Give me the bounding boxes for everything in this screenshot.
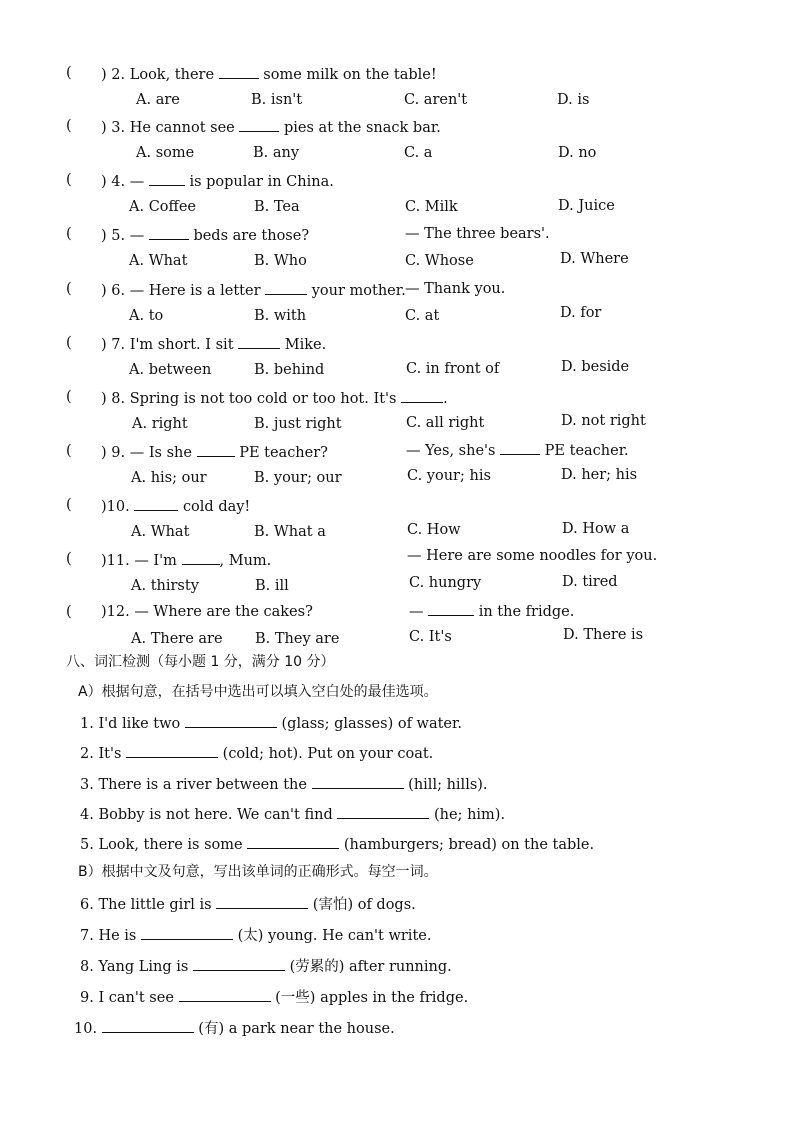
option-d: D. Where	[560, 251, 629, 267]
option-b: B. behind	[254, 362, 325, 378]
option-b: B. isn't	[251, 92, 303, 108]
option-b: B. Tea	[254, 199, 300, 215]
answer-blank[interactable]	[149, 225, 189, 240]
option-c: C. your; his	[407, 468, 491, 484]
question-stem: ) 7. I'm short. I sit Mike.	[101, 334, 326, 354]
option-b: B. just right	[254, 416, 342, 432]
option-d: D. beside	[561, 359, 630, 375]
option-c: C. It's	[409, 629, 452, 645]
question-stem: )11. — I'm , Mum.	[101, 550, 271, 570]
option-b: B. your; our	[254, 470, 342, 486]
option-d: D. There is	[563, 627, 644, 643]
option-a: A. between	[129, 362, 212, 378]
option-d: D. her; his	[561, 467, 638, 483]
answer-blank[interactable]	[134, 496, 178, 511]
question-stem: ) 9. — Is she PE teacher?	[101, 442, 328, 462]
section-heading: 八、词汇检测（每小题 1 分，满分 10 分）	[66, 654, 335, 670]
vocab-item-5: 5. Look, there is some (hamburgers; bread) on the table.	[80, 834, 594, 854]
option-b: B. Who	[254, 253, 307, 269]
option-d: D. no	[558, 145, 597, 161]
option-c: C. Whose	[405, 253, 474, 269]
answer-blank[interactable]	[102, 1018, 194, 1033]
option-c: C. all right	[406, 415, 485, 431]
question-stem: ) 3. He cannot see pies at the snack bar.	[101, 117, 441, 137]
question-reply: — Here are some noodles for you.	[407, 548, 658, 564]
answer-blank[interactable]	[216, 894, 308, 909]
question-reply: — Yes, she's PE teacher.	[406, 440, 629, 460]
vocab-item-8: 8. Yang Ling is (劳累的) after running.	[80, 956, 452, 976]
option-d: D. not right	[561, 413, 646, 429]
answer-paren[interactable]: (	[66, 281, 72, 297]
answer-blank[interactable]	[185, 713, 277, 728]
answer-paren[interactable]: (	[66, 551, 72, 567]
part-b-instruction: B）根据中文及句意，写出该单词的正确形式。每空一词。	[78, 864, 438, 880]
question-stem: ) 4. — is popular in China.	[101, 171, 334, 191]
question-stem: ) 2. Look, there some milk on the table!	[101, 64, 437, 84]
option-b: B. with	[254, 308, 307, 324]
answer-blank[interactable]	[182, 550, 220, 565]
option-a: A. right	[132, 416, 188, 432]
option-b: B. ill	[255, 578, 289, 594]
question-stem: )10. cold day!	[101, 496, 250, 516]
question-reply: — Thank you.	[405, 281, 506, 297]
option-d: D. How a	[562, 521, 630, 537]
answer-blank[interactable]	[238, 334, 280, 349]
question-reply: — in the fridge.	[409, 601, 574, 621]
answer-blank[interactable]	[312, 774, 404, 789]
answer-blank[interactable]	[149, 171, 185, 186]
option-c: C. a	[404, 145, 433, 161]
vocab-item-2: 2. It's (cold; hot). Put on your coat.	[80, 743, 433, 763]
option-b: B. They are	[255, 631, 340, 647]
option-a: A. There are	[131, 631, 223, 647]
option-a: A. What	[129, 253, 188, 269]
option-d: D. Juice	[558, 198, 615, 214]
question-stem: ) 8. Spring is not too cold or too hot. It's .	[101, 388, 448, 408]
option-d: D. for	[560, 305, 602, 321]
answer-blank[interactable]	[428, 601, 474, 616]
option-a: A. his; our	[131, 470, 207, 486]
option-c: C. Milk	[405, 199, 458, 215]
vocab-item-7: 7. He is (太) young. He can't write.	[80, 925, 431, 945]
question-reply: — The three bears'.	[405, 226, 550, 242]
option-b: B. What a	[254, 524, 326, 540]
answer-blank[interactable]	[247, 834, 339, 849]
option-a: A. thirsty	[131, 578, 199, 594]
vocab-item-3: 3. There is a river between the (hill; hills).	[80, 774, 488, 794]
option-d: D. tired	[562, 574, 618, 590]
answer-blank[interactable]	[193, 956, 285, 971]
answer-blank[interactable]	[219, 64, 259, 79]
answer-paren[interactable]: (	[66, 226, 72, 242]
answer-blank[interactable]	[126, 743, 218, 758]
answer-paren[interactable]: (	[66, 172, 72, 188]
option-c: C. in front of	[406, 361, 500, 377]
vocab-item-1: 1. I'd like two (glass; glasses) of water.	[80, 713, 462, 733]
answer-blank[interactable]	[197, 442, 235, 457]
option-a: A. Coffee	[129, 199, 196, 215]
answer-paren[interactable]: (	[66, 443, 72, 459]
vocab-item-9: 9. I can't see (一些) apples in the fridge.	[80, 987, 468, 1007]
answer-blank[interactable]	[265, 280, 307, 295]
option-c: C. at	[405, 308, 440, 324]
vocab-item-10: 10. (有) a park near the house.	[74, 1018, 395, 1038]
answer-blank[interactable]	[500, 440, 540, 455]
option-c: C. aren't	[404, 92, 468, 108]
answer-blank[interactable]	[141, 925, 233, 940]
answer-paren[interactable]: (	[66, 65, 72, 81]
question-stem: )12. — Where are the cakes?	[101, 604, 313, 620]
answer-blank[interactable]	[179, 987, 271, 1002]
answer-paren[interactable]: (	[66, 497, 72, 513]
question-stem: ) 5. — beds are those?	[101, 225, 309, 245]
answer-blank[interactable]	[337, 804, 429, 819]
answer-paren[interactable]: (	[66, 389, 72, 405]
question-stem: ) 6. — Here is a letter your mother.	[101, 280, 406, 300]
option-a: A. What	[131, 524, 190, 540]
option-a: A. to	[129, 308, 164, 324]
answer-blank[interactable]	[401, 388, 443, 403]
option-b: B. any	[253, 145, 300, 161]
option-d: D. is	[557, 92, 590, 108]
option-c: C. hungry	[409, 575, 482, 591]
option-a: A. some	[136, 145, 195, 161]
part-a-instruction: A）根据句意，在括号中选出可以填入空白处的最佳选项。	[78, 684, 438, 700]
option-a: A. are	[136, 92, 180, 108]
vocab-item-4: 4. Bobby is not here. We can't find (he; him).	[80, 804, 505, 824]
answer-paren[interactable]: (	[66, 335, 72, 351]
answer-paren[interactable]: (	[66, 118, 72, 134]
vocab-item-6: 6. The little girl is (害怕) of dogs.	[80, 894, 416, 914]
answer-blank[interactable]	[239, 117, 279, 132]
answer-paren[interactable]: (	[66, 604, 72, 620]
option-c: C. How	[407, 522, 461, 538]
